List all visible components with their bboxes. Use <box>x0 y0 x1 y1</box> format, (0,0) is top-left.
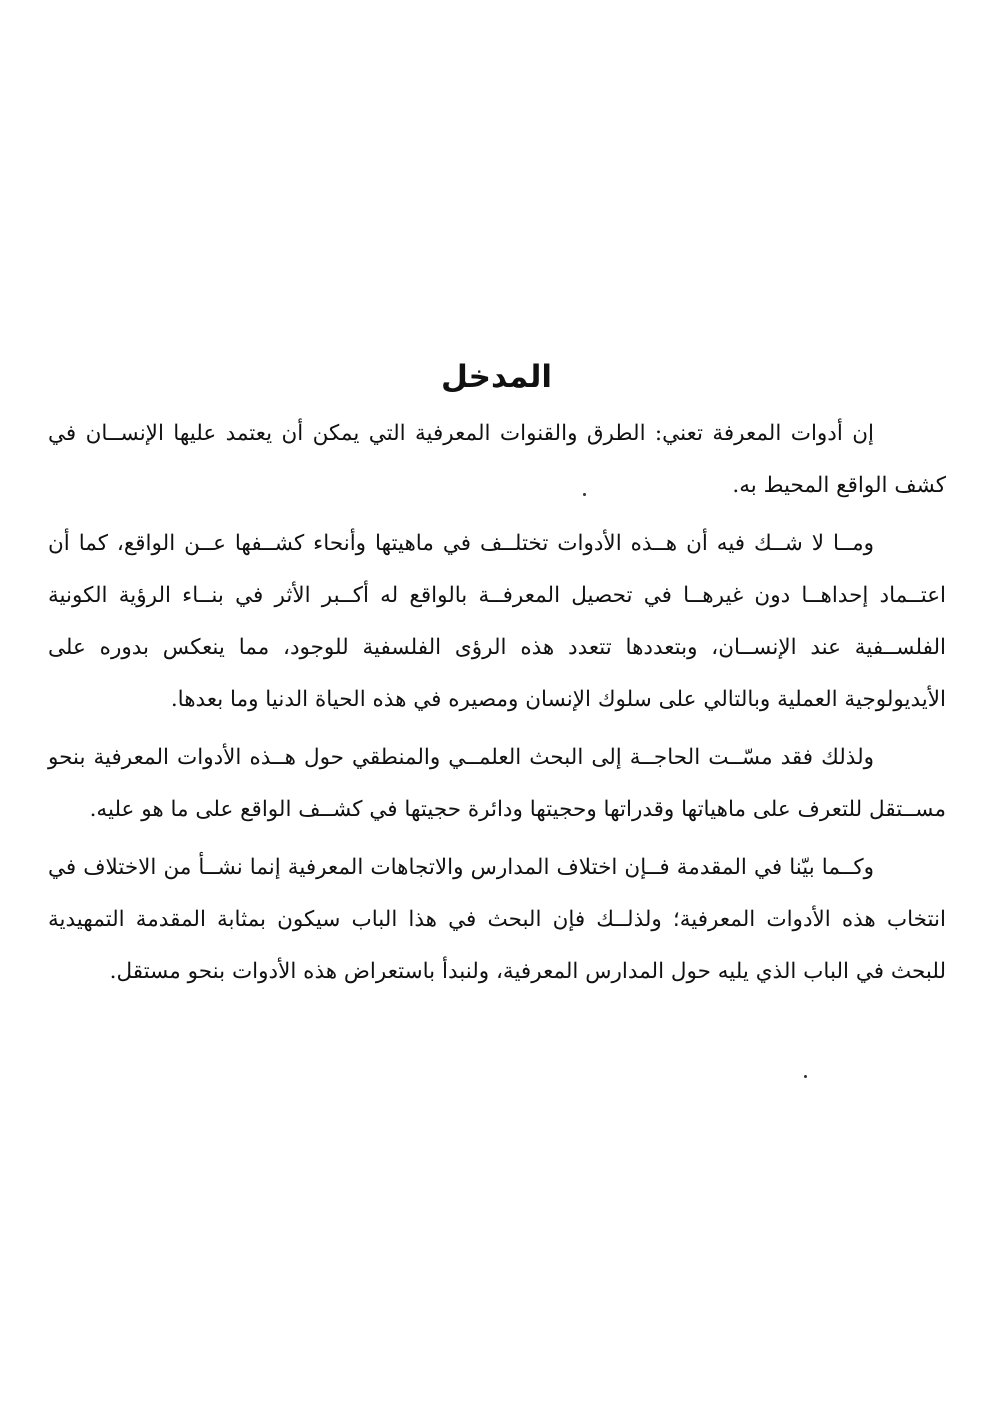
paragraph-chapter-intro: وكــما بيّنا في المقدمة فــإن اختلاف المدارس والاتجاهات المعرفية إنما نشــأ من الاختلاف في انتخاب هذه الأدوات المعرفية؛ ولذلــك فإن البحث في هذا الباب سيكون بمثابة المقدمة التمهيدية للبحث في الباب الذي يليه حول المدارس المعرفية، ولنبدأ باستعراض هذه الأدوات بنحو مستقل. <box>48 855 946 984</box>
paragraph-definition: إن أدوات المعرفة تعني: الطرق والقنوات المعرفية التي يمكن أن يعتمد عليها الإنســان في كشف الواقع المحيط به. <box>48 421 946 498</box>
page-title: المدخل <box>441 358 552 395</box>
paragraph-differences: ومــا لا شــك فيه أن هــذه الأدوات تختلــف في ماهيتها وأنحاء كشــفها عــن الواقع، كما أن اعتــماد إحداهــا دون غيرهــا في تحصيل المعرفــة بالواقع له أكــبر الأثر في بنــاء الرؤية الكونية الفلســفية عند الإنســان، وبتعددها تتعدد هذه الرؤى الفلسفية للوجود، مما ينعكس بدوره على الأيديولوجية العملية وبالتالي على سلوك الإنسان ومصيره في هذه الحياة الدنيا وما بعدها. <box>48 531 946 712</box>
body-text <box>48 408 946 998</box>
paragraph-need-for-research: ولذلك فقد مسّــت الحاجــة إلى البحث العلمــي والمنطقي حول هــذه الأدوات المعرفية بنحو مســتقل للتعرف على ماهياتها وقدراتها وحجيتها ودائرة حجيتها في كشــف الواقع على ما هو عليه. <box>48 745 946 822</box>
scan-speck <box>583 493 586 496</box>
scan-speck <box>804 1075 807 1078</box>
